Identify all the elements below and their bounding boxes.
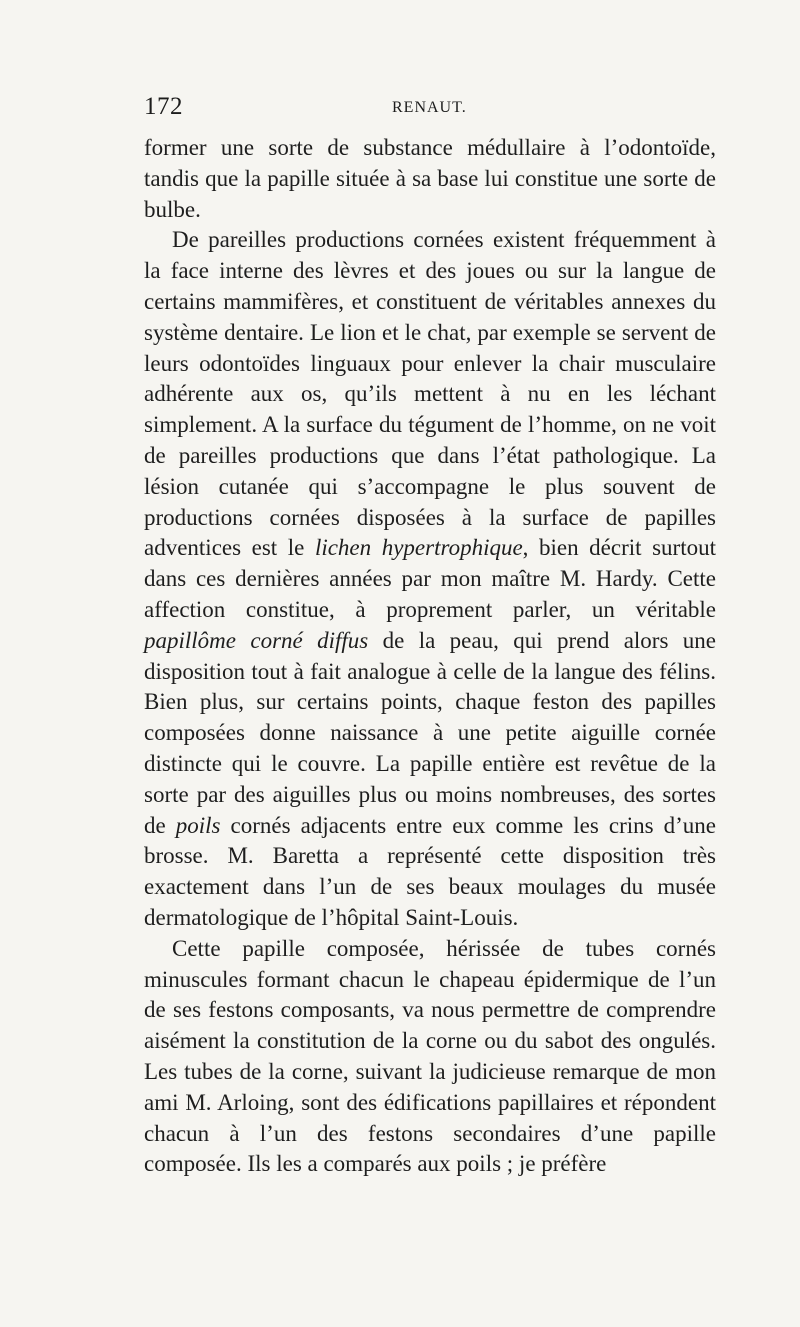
text-run: De pareilles productions cornées existent fréquemment à la face interne des lèvres et des joues ou sur la langue de certains mammifères, et constituent de véritables annexes du système dentaire. Le lion et le chat, par exemple se servent de leurs odontoïdes linguaux pour enlever la chair musculaire adhérente aux os, qu’ils mettent à nu en les léchant simplement. A la surface du tégument de l’homme, on ne voit de pareilles productions que dans l’état pathologique. La lésion cutanée qui s’accompagne le plus souvent de productions cornées disposées à la surface de papilles adventices est le (144, 227, 716, 561)
italic-term-papillome: papillôme corné diffus (144, 627, 369, 653)
paragraph-1 (144, 133, 716, 225)
body-text (144, 133, 716, 1180)
text-run: former une sorte de substance médullaire à l’odontoïde, tandis que la papille située à sa base lui constitue une sorte de bulbe. (144, 135, 716, 222)
italic-term-lichen: lichen hypertrophique (314, 535, 523, 561)
text-run: , bien décrit surtout dans ces dernières années par mon maître M. Hardy. Cette affection constitue, à proprement parler, un véritable (144, 535, 716, 622)
running-title: RENAUT. (392, 99, 467, 116)
paragraph-3 (144, 934, 716, 1180)
text-run: cornés adjacents entre eux comme les crins d’une brosse. M. Baretta a représenté cette disposition très exactement dans l’un de ses beaux moulages du musée dermatologique de l’hôpital Saint-Louis. (144, 812, 716, 930)
text-run: Cette papille composée, hérissée de tubes cornés minuscules formant chacun le chapeau épidermique de l’un de ses festons composants, va nous permettre de comprendre aisément la constitution de la corne ou du sabot des ongulés. Les tubes de la corne, suivant la judicieuse remarque de mon ami M. Arloing, sont des édifications papillaires et répondent chacun à l’un des festons secondaires d’une papille composée. Ils les a comparés aux poils ; je préfère (144, 935, 716, 1177)
page-number: 172 (144, 93, 183, 120)
paragraph-2 (144, 225, 716, 933)
page-header (144, 92, 716, 122)
italic-term-poils: poils (175, 812, 221, 838)
text-run: de la peau, qui prend alors une disposition tout à fait analogue à celle de la langue des félins. Bien plus, sur certains points, chaque feston des papilles composées donne naissance à une petite aiguille cornée distincte qui le couvre. La papille entière est revêtue de la sorte par des aiguilles plus ou moins nombreuses, des sortes de (144, 627, 716, 838)
